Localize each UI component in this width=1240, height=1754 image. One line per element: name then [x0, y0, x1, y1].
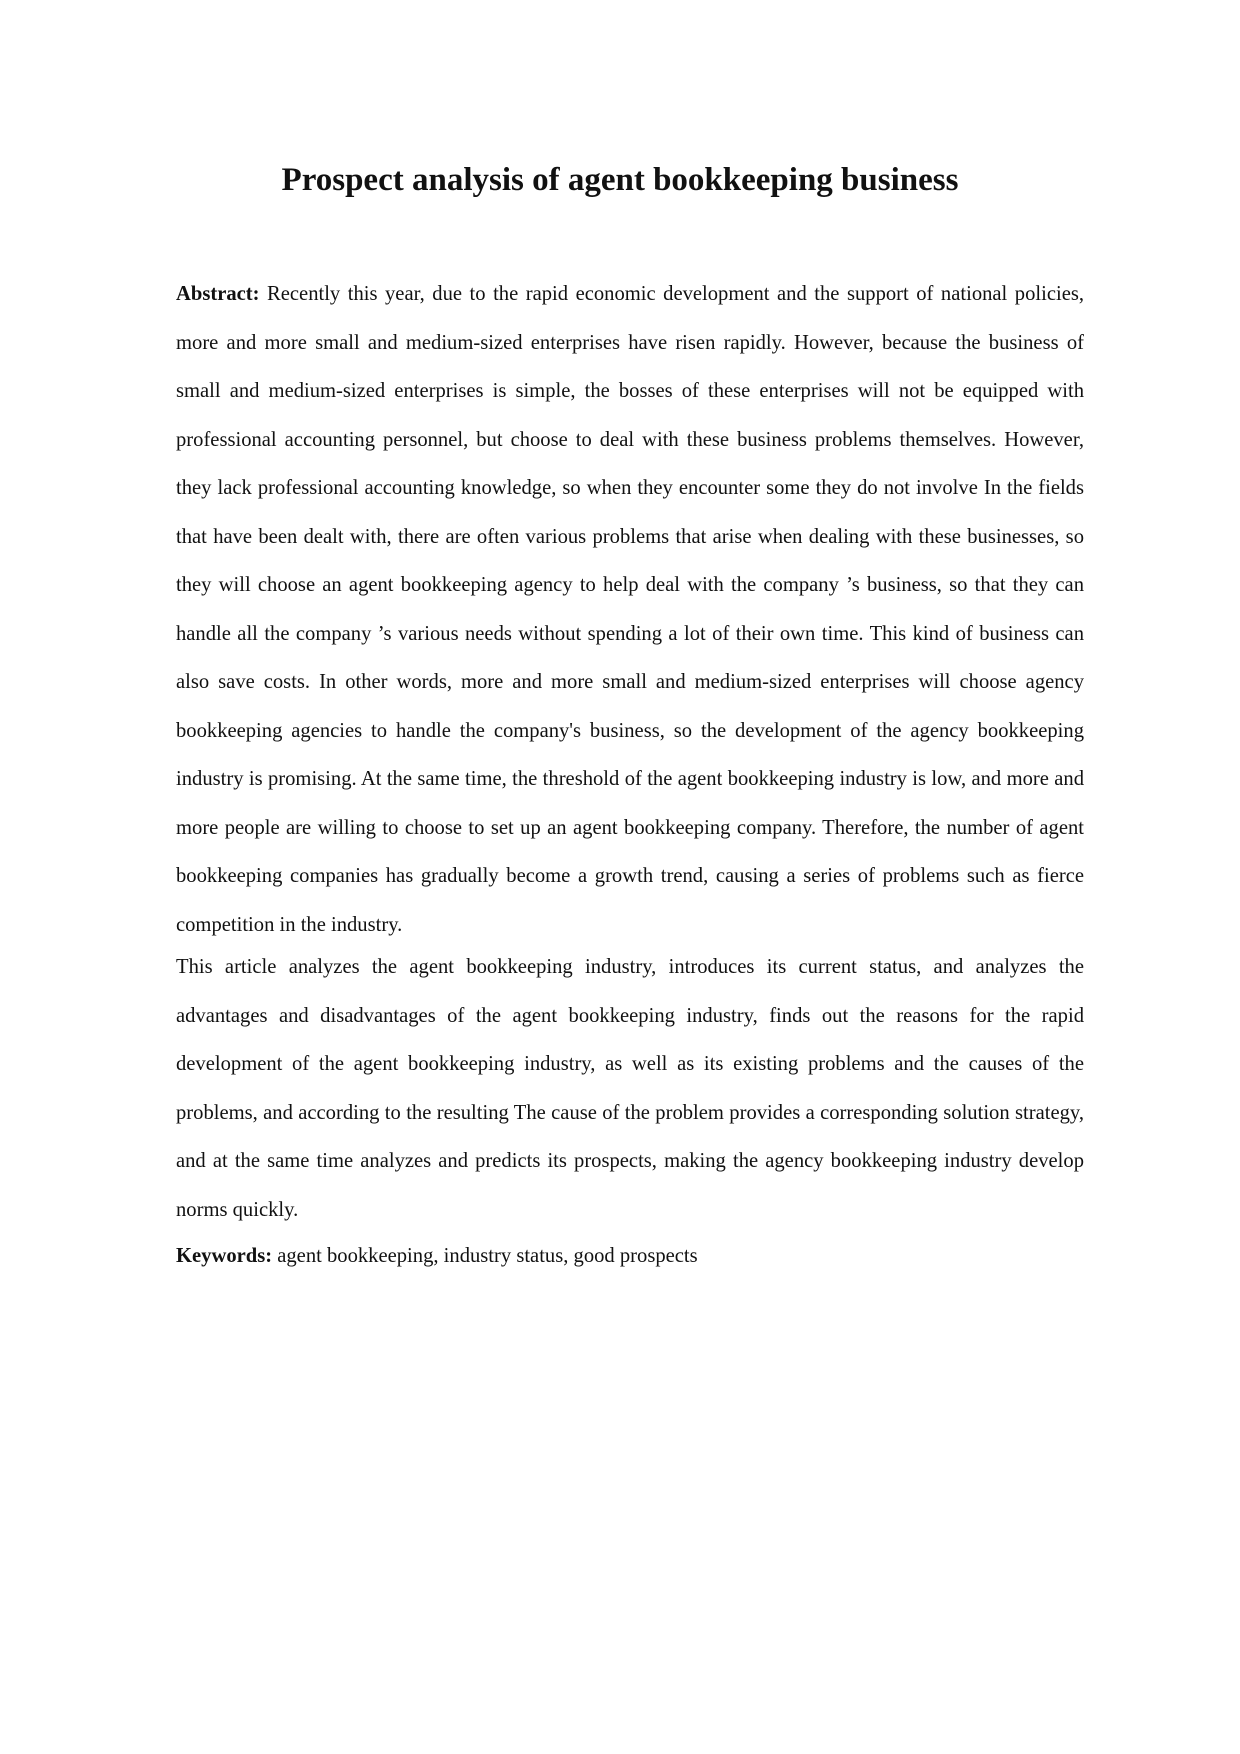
- body-paragraph: This article analyzes the agent bookkeeping industry, introduces its current status, and analyzes the advantages and disadvantages of the agent bookkeeping industry, finds out the reasons for the rapid development of the agent bookkeeping industry, as well as its existing problems and the causes of the problems, and according to the resulting The cause of the problem provides a corresponding solution strategy, and at the same time analyzes and predicts its prospects, making the agency bookkeeping industry develop norms quickly.: [176, 956, 1084, 1221]
- keywords-line: [176, 1232, 1084, 1281]
- abstract-text: Recently this year, due to the rapid economic development and the support of national policies, more and more small and medium-sized enterprises have risen rapidly. However, because the business of small and medium-sized enterprises is simple, the bosses of these enterprises will not be equipped with professional accounting personnel, but choose to deal with these business problems themselves. However, they lack professional accounting knowledge, so when they encounter some they do not involve In the fields that have been dealt with, there are often various problems that arise when dealing with these businesses, so they will choose an agent bookkeeping agency to help deal with the company ’s business, so that they can handle all the company ’s various needs without spending a lot of their own time. This kind of business can also save costs. In other words, more and more small and medium-sized enterprises will choose agency bookkeeping agencies to handle the company's business, so the development of the agency bookkeeping industry is promising. At the same time, the threshold of the agent bookkeeping industry is low, and more and more people are willing to choose to set up an agent bookkeeping company. Therefore, the number of agent bookkeeping companies has gradually become a growth trend, causing a series of problems such as fierce competition in the industry.: [176, 283, 1084, 936]
- document-title: Prospect analysis of agent bookkeeping business: [281, 162, 959, 198]
- keywords-text: agent bookkeeping, industry status, good prospects: [277, 1245, 698, 1267]
- keywords-label: Keywords:: [176, 1245, 273, 1267]
- abstract-paragraph: [176, 270, 1084, 949]
- abstract-label: Abstract:: [176, 283, 260, 305]
